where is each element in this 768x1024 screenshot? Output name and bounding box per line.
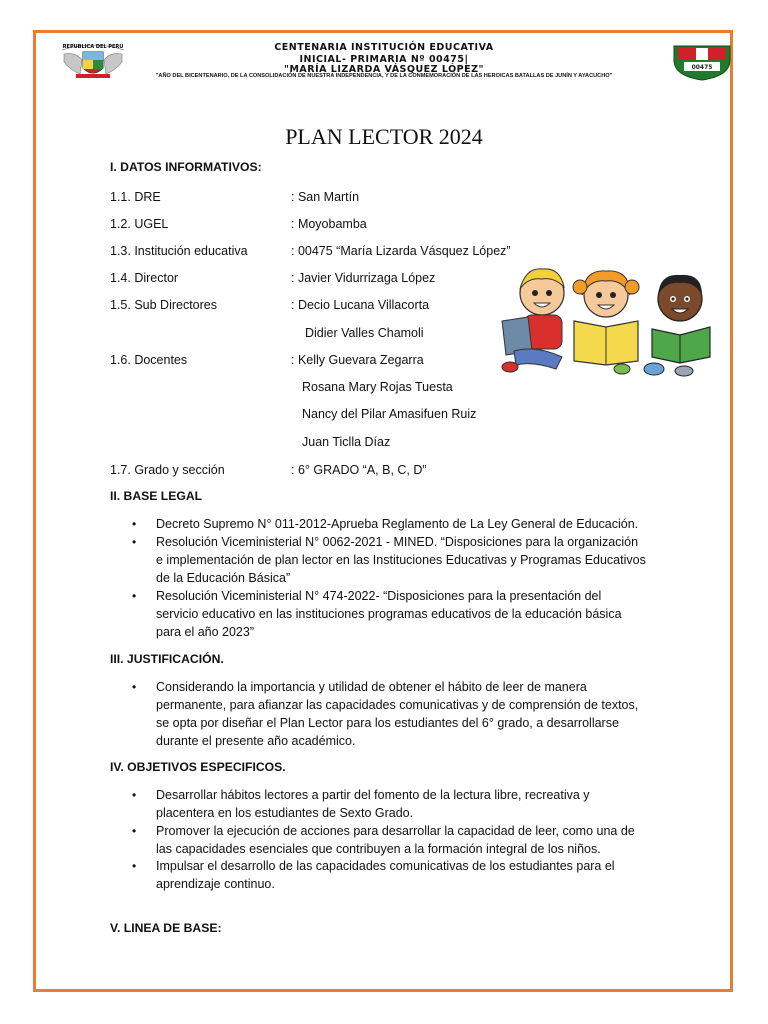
datos-value: : San Martín: [291, 190, 360, 204]
bullet-icon: •: [132, 517, 137, 531]
datos-label: 1.6. Docentes: [110, 353, 188, 367]
bullet-item: [132, 857, 666, 893]
bullet-icon: •: [132, 824, 137, 838]
datos-label: 1.4. Director: [110, 271, 179, 285]
section-datos-informativos: I. DATOS INFORMATIVOS:: [110, 160, 262, 174]
bullet-item: [132, 587, 666, 641]
section-justificacion: III. JUSTIFICACIÓN.: [110, 652, 224, 666]
datos-value: : 00475 “María Lizarda Vásquez López”: [291, 244, 511, 258]
bullet-icon: •: [132, 680, 137, 694]
svg-text:00475: 00475: [691, 64, 713, 71]
bullet-line: para el año 2023”: [156, 625, 254, 639]
bullet-icon: •: [132, 859, 137, 873]
bullet-line: Considerando la importancia y utilidad de obtener el hábito de leer de manera: [156, 680, 587, 694]
bullet-line: aprendizaje continuo.: [156, 877, 275, 891]
bullet-line: durante el presente año académico.: [156, 734, 356, 748]
bullet-item: [132, 786, 666, 822]
datos-value: : Moyobamba: [291, 217, 367, 231]
bullet-line: las capacidades esenciales que contribuyen a la formación integral de los niños.: [156, 842, 601, 856]
bullet-line: Resolución Viceministerial N° 474-2022- “Disposiciones para la presentación del: [156, 589, 602, 603]
bullet-item: [132, 822, 666, 858]
bullet-line: permanente, para afianzar las capacidades comunicativas y de comprensión de textos,: [156, 698, 639, 712]
school-name-line3: "MARÍA LIZARDA VÁSQUEZ LÓPEZ": [284, 64, 484, 75]
bullet-line: servicio educativo en las instituciones programas educativos de la educación básica: [156, 607, 622, 621]
bullet-icon: •: [132, 788, 137, 802]
datos-value: : Decio Lucana Villacorta: [291, 298, 430, 312]
section-linea-de-base: V. LINEA DE BASE:: [110, 921, 222, 935]
datos-value: : Javier Vidurrizaga López: [291, 271, 436, 285]
bullet-line: Resolución Viceministerial N° 0062-2021 - MINED. “Disposiciones para la organización: [156, 535, 639, 549]
bullet-icon: •: [132, 535, 137, 549]
section-base-legal: II. BASE LEGAL: [110, 489, 203, 503]
bullet-line: Desarrollar hábitos lectores a partir del fomento de la lectura libre, recreativa y: [156, 788, 590, 802]
school-name-line1: CENTENARIA INSTITUCIÓN EDUCATIVA: [274, 42, 494, 53]
datos-label: 1.7. Grado y sección: [110, 463, 225, 477]
bullet-item: [132, 533, 666, 587]
datos-value: : 6° GRADO “A, B, C, D”: [291, 463, 427, 477]
children-reading-illustration: [496, 265, 718, 380]
bullet-item: [132, 678, 666, 750]
datos-label: 1.1. DRE: [110, 190, 161, 204]
datos-value: Didier Valles Chamoli: [305, 326, 424, 340]
svg-text:REPUBLICA DEL PERU: REPUBLICA DEL PERU: [62, 44, 124, 50]
bullet-line: Decreto Supremo N° 011-2012-Aprueba Reglamento de La Ley General de Educación.: [156, 517, 639, 531]
year-motto: "AÑO DEL BICENTENARIO, DE LA CONSOLIDACIÓN DE NUESTRA INDEPENDENCIA, Y DE LA CONMEMORACIÓN DE LAS HEROICAS BATALLAS DE JUNÍN Y AYACUCHO": [155, 73, 613, 79]
bullet-line: Promover la ejecución de acciones para desarrollar la capacidad de leer, como una de: [156, 824, 635, 838]
datos-label: 1.2. UGEL: [110, 217, 169, 231]
datos-value: Nancy del Pilar Amasifuen Ruiz: [302, 407, 477, 421]
bullet-line: Impulsar el desarrollo de las capacidades comunicativas de los estudiantes para el: [156, 859, 615, 873]
section-objetivos: IV. OBJETIVOS ESPECIFICOS.: [110, 760, 286, 774]
bullet-line: placentera en los estudiantes de Sexto Grado.: [156, 806, 414, 820]
bullet-line: de la Educación Básica”: [156, 571, 291, 585]
datos-value: Rosana Mary Rojas Tuesta: [302, 380, 453, 394]
datos-label: 1.5. Sub Directores: [110, 298, 217, 312]
datos-value: : Kelly Guevara Zegarra: [291, 353, 424, 367]
document-title: PLAN LECTOR 2024: [285, 124, 483, 149]
bullet-item: [132, 515, 666, 533]
datos-label: 1.3. Institución educativa: [110, 244, 248, 258]
school-name-line2: INICIAL- PRIMARIA Nº 00475|: [299, 54, 469, 65]
datos-value: Juan Ticlla Díaz: [302, 435, 391, 449]
bullet-line: se opta por diseñar el Plan Lector para los estudiantes del 6° grado, a desarrollarse: [156, 716, 619, 730]
bullet-line: e implementación de plan lector en las Instituciones Educativas y Programas Educativos: [156, 553, 646, 567]
bullet-icon: •: [132, 589, 137, 603]
